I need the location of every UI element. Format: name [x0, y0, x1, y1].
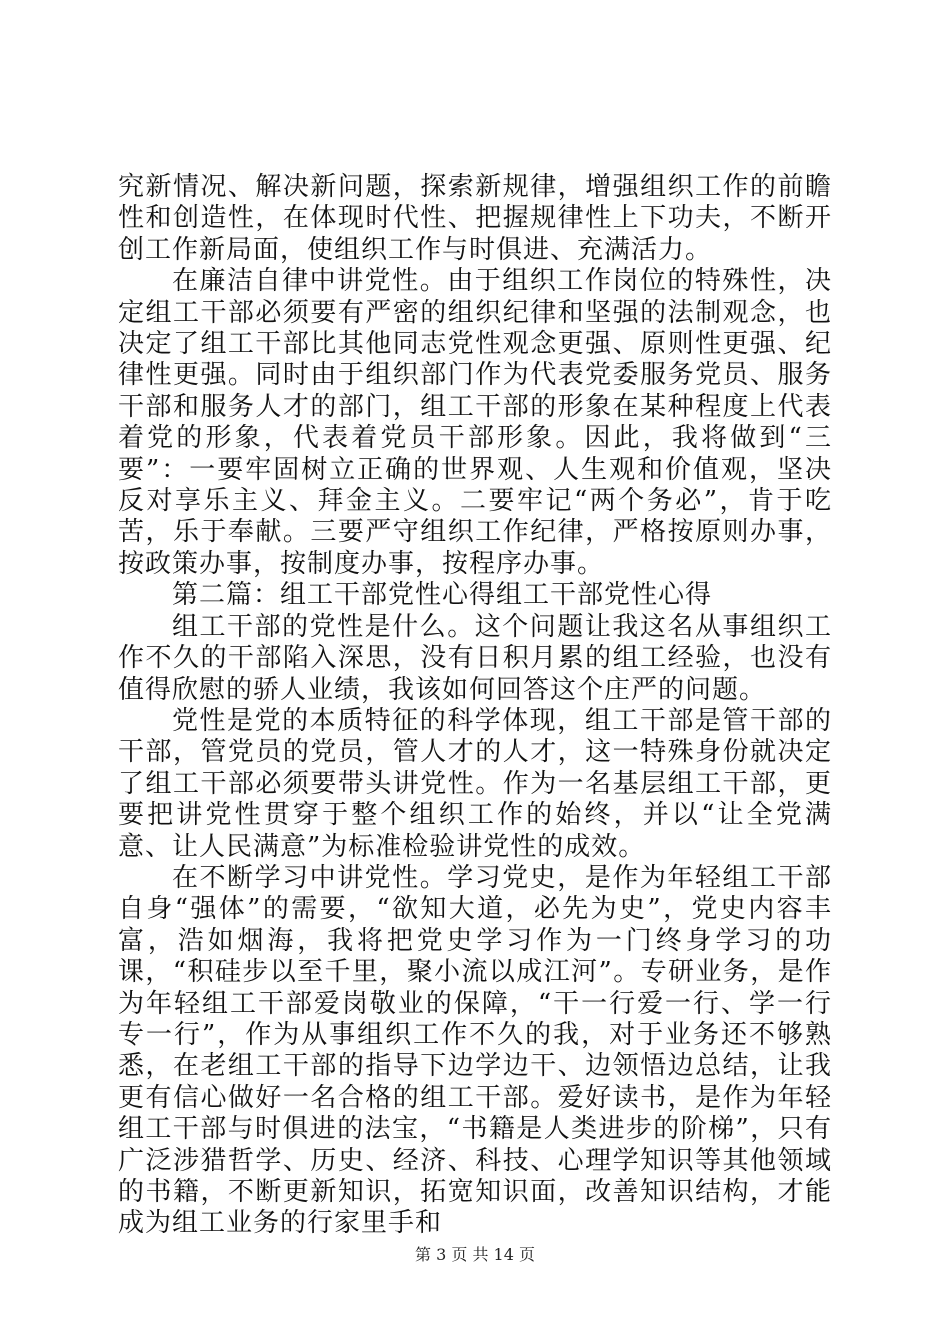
document-body: [118, 172, 832, 1240]
paragraph-continuation: 究新情况、解决新问题，探索新规律，增强组织工作的前瞻性和创造性，在体现时代性、把握规律性上下功夫，不断开创工作新局面，使组织工作与时俱进、充满活力。: [118, 172, 832, 265]
page-number-footer: 第 3 页 共 14 页: [415, 1245, 535, 1264]
paragraph-question: 组工干部的党性是什么。这个问题让我这名从事组织工作不久的干部陷入深思，没有日积月累的组工经验，也没有值得欣慰的骄人业绩，我该如何回答这个庄严的问题。: [118, 611, 832, 705]
paragraph-integrity: 在廉洁自律中讲党性。由于组织工作岗位的特殊性，决定组工干部必须要有严密的组织纪律和坚强的法制观念，也决定了组工干部比其他同志党性观念更强、原则性更强、纪律性更强。同时由于组织部门作为代表党委服务党员、服务干部和服务人才的部门，组工干部的形象在某种程度上代表着党的形象，代表着党员干部形象。因此，我将做到“三要”：一要牢固树立正确的世界观、人生观和价值观，坚决反对享乐主义、拜金主义。二要牢记“两个务必”，肯于吃苦，乐于奉献。三要严守组织工作纪律，严格按原则办事，按政策办事，按制度办事，按程序办事。: [118, 266, 832, 579]
section-heading: 第二篇：组工干部党性心得组工干部党性心得: [172, 580, 713, 611]
paragraph-party-spirit: 党性是党的本质特征的科学体现，组工干部是管干部的干部，管党员的党员，管人才的人才，这一特殊身份就决定了组工干部必须要带头讲党性。作为一名基层组工干部，更要把讲党性贯穿于整个组织工作的始终，并以“让全党满意、让人民满意”为标准检验讲党性的成效。: [118, 705, 832, 862]
paragraph-learning: 在不断学习中讲党性。学习党史，是作为年轻组工干部自身“强体”的需要，“欲知大道，必先为史”，党史内容丰富，浩如烟海，我将把党史学习作为一门终身学习的功课，“积硅步以至千里，聚小流以成江河”。专研业务，是作为年轻组工干部爱岗敬业的保障，“干一行爱一行、学一行专一行”，作为从事组织工作不久的我，对于业务还不够熟悉，在老组工干部的指导下边学边干、边领悟边总结，让我更有信心做好一名合格的组工干部。爱好读书，是作为年轻组工干部与时俱进的法宝，“书籍是人类进步的阶梯”，只有广泛涉猎哲学、历史、经济、科技、心理学知识等其他领域的书籍，不断更新知识，拓宽知识面，改善知识结构，才能成为组工业务的行家里手和: [118, 862, 832, 1239]
